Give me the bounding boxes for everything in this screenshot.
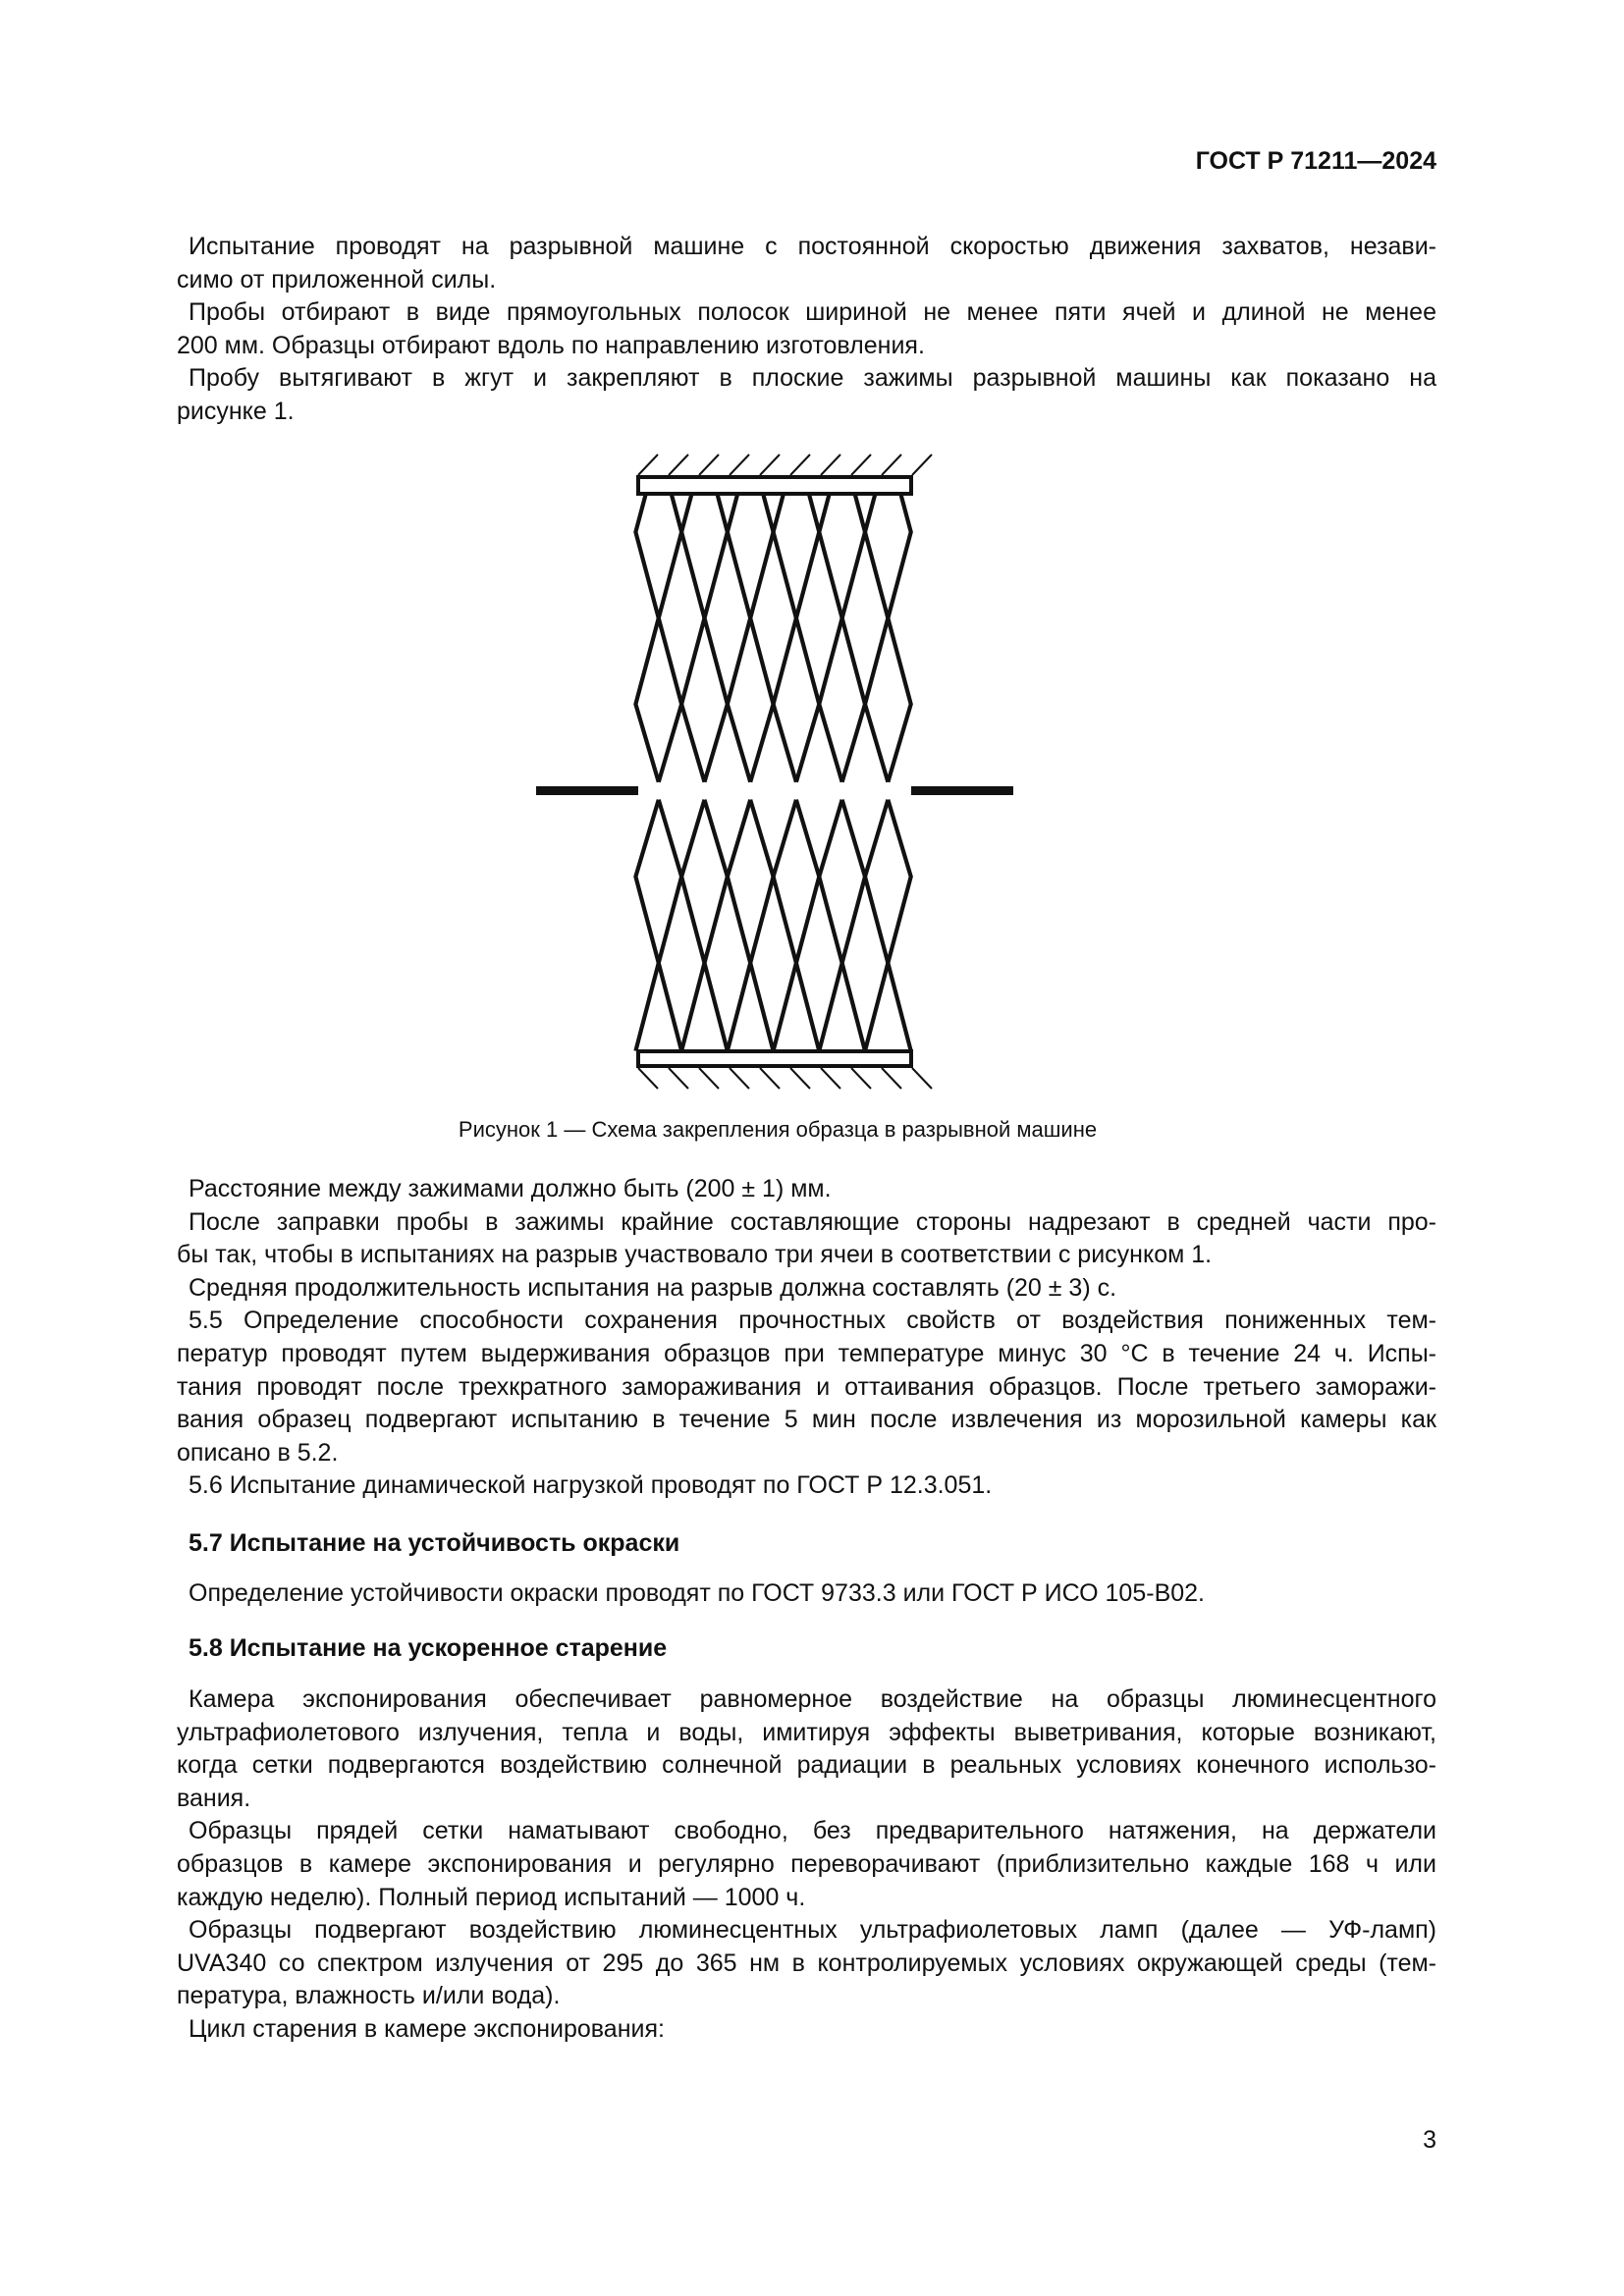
top-clamp-hatch	[760, 454, 780, 475]
top-clamp-hatch	[821, 454, 840, 475]
bottom-clamp-hatch	[912, 1068, 932, 1089]
top-clamp-hatch	[699, 454, 719, 475]
text-line: образцов в камере экспонирования и регулярно переворачивают (приблизительно каждые 168 ч или	[177, 1849, 1436, 1878]
text-line: Цикл старения в камере экспонирования:	[189, 2014, 665, 2043]
paragraph	[177, 1469, 1436, 1503]
section-5-7-text	[177, 1577, 1436, 1611]
right-cut-marker	[911, 786, 1013, 795]
text-line: бы так, чтобы в испытаниях на разрыв участвовало три ячеи в соответствии с рисунком 1.	[177, 1241, 1213, 1269]
bottom-clamp-hatch	[638, 1068, 658, 1089]
text-line: тания проводят после трехкратного замораживания и оттаивания образцов. После третьего заморажи-	[177, 1372, 1436, 1401]
mesh-strand	[659, 800, 681, 1051]
bottom-clamp-hatch	[730, 1068, 749, 1089]
mesh-strand	[728, 800, 750, 1051]
section-5-8-heading: 5.8 Испытание на ускоренное старение	[189, 1634, 668, 1662]
text-line: пература, влажность и/или вода).	[177, 1982, 561, 2010]
text-line: Средняя продолжительность испытания на разрыв должна составлять (20 ± 3) с.	[189, 1273, 1117, 1302]
figure-caption: Рисунок 1 — Схема закрепления образца в разрывной машине	[458, 1117, 1098, 1142]
mesh-strand	[763, 495, 796, 782]
left-cut-marker	[536, 786, 638, 795]
text-line: Пробу вытягивают в жгут и закрепляют в плоские зажимы разрывной машины как показано на	[189, 364, 1436, 393]
paragraph	[177, 1305, 1436, 1469]
bottom-clamp	[638, 1051, 911, 1066]
mesh-strand	[842, 495, 876, 782]
text-line: вания образец подвергают испытанию в течение 5 мин после извлечения из морозильной камеры как	[177, 1406, 1436, 1434]
top-clamp-hatch	[882, 454, 901, 475]
mesh-strand	[819, 800, 841, 1051]
text-line: Камера экспонирования обеспечивает равномерное воздействие на образцы люминесцентного	[189, 1685, 1436, 1713]
text-line: Пробы отбирают в виде прямоугольных полосок шириной не менее пяти ячей и длиной не менее	[189, 298, 1436, 327]
paragraph	[177, 1272, 1436, 1306]
text-line: Образцы прядей сетки наматывают свободно, без предварительного натяжения, на держатели	[189, 1817, 1436, 1845]
paragraph	[177, 1914, 1436, 2013]
mesh-strand	[718, 495, 751, 782]
bottom-clamp-hatch	[882, 1068, 901, 1089]
paragraph	[177, 1173, 1436, 1206]
top-clamp-hatch	[790, 454, 810, 475]
mesh-strand	[750, 800, 773, 1051]
mesh-strand	[809, 495, 842, 782]
mesh-strand	[888, 800, 910, 1051]
bottom-clamp-hatch	[821, 1068, 840, 1089]
mesh-strand	[842, 800, 865, 1051]
text-line: Определение устойчивости окраски проводят по ГОСТ 9733.3 или ГОСТ Р ИСО 105-В02.	[189, 1579, 1205, 1607]
figure-1-specimen-clamping-diagram	[0, 0, 1624, 1119]
text-line: ультрафиолетового излучения, тепла и воды, имитируя эффекты выветривания, которые возникают,	[177, 1718, 1436, 1746]
mesh-strand	[750, 495, 784, 782]
mesh-strand	[681, 800, 704, 1051]
mesh-strand	[865, 800, 888, 1051]
mesh-strand	[704, 495, 737, 782]
text-line: каждую неделю). Полный период испытаний — 1000 ч.	[177, 1883, 806, 1911]
bottom-clamp-hatch	[699, 1068, 719, 1089]
paragraph	[177, 1815, 1436, 1914]
text-line: вания.	[177, 1784, 251, 1812]
text-line: рисунке 1.	[177, 397, 295, 425]
mesh-strand	[659, 495, 692, 782]
section-5-8-text	[177, 1683, 1436, 2047]
top-clamp-hatch	[912, 454, 932, 475]
text-line: 5.5 Определение способности сохранения прочностных свойств от воздействия пониженных тем-	[189, 1307, 1436, 1335]
section-5-7-heading: 5.7 Испытание на устойчивость окраски	[189, 1529, 680, 1557]
paragraph	[177, 1206, 1436, 1272]
text-line: Испытание проводят на разрывной машине с постоянной скоростью движения захватов, незави-	[189, 233, 1436, 260]
bottom-clamp-hatch	[790, 1068, 810, 1089]
text-line: ператур проводят путем выдерживания образцов при температуре минус 30 °С в течение 24 ч. Испы-	[177, 1339, 1436, 1367]
text-line: 200 мм. Образцы отбирают вдоль по направлению изготовления.	[177, 331, 925, 359]
top-clamp-hatch	[851, 454, 871, 475]
top-clamp-hatch	[638, 454, 658, 475]
text-line: когда сетки подвергаются воздействию солнечной радиации в реальных условиях конечного использо-	[177, 1751, 1436, 1780]
text-line: описано в 5.2.	[177, 1438, 339, 1467]
top-clamp-hatch	[669, 454, 688, 475]
paragraph	[177, 2013, 1436, 2047]
text-line: Расстояние между зажимами должно быть (200 ± 1) мм.	[189, 1175, 832, 1202]
mesh-strand	[635, 495, 658, 782]
text-line: После заправки пробы в зажимы крайние составляющие стороны надрезают в средней части про-	[189, 1207, 1436, 1236]
text-line: Образцы подвергают воздействию люминесцентных ультрафиолетовых ламп (далее — УФ-ламп)	[189, 1916, 1436, 1945]
top-clamp	[638, 477, 911, 494]
text-line: симо от приложенной силы.	[177, 265, 497, 294]
mesh-strand	[774, 800, 796, 1051]
mesh-strand	[635, 800, 658, 1051]
document-header: ГОСТ Р 71211—2024	[1195, 147, 1436, 175]
mesh-strand	[672, 495, 705, 782]
bottom-clamp-hatch	[851, 1068, 871, 1089]
mesh-strand	[704, 800, 727, 1051]
page-number: 3	[1423, 2126, 1436, 2154]
mesh-strand	[796, 495, 830, 782]
mesh-strand	[888, 495, 910, 782]
paragraph	[177, 1577, 1436, 1611]
paragraph	[177, 1683, 1436, 1815]
bottom-clamp-hatch	[669, 1068, 688, 1089]
text-line: UVA340 со спектром излучения от 295 до 365 нм в контролируемых условиях окружающей среды (тем-	[177, 1949, 1436, 1977]
text-line: 5.6 Испытание динамической нагрузкой проводят по ГОСТ Р 12.3.051.	[189, 1471, 993, 1500]
top-clamp-hatch	[730, 454, 749, 475]
test-conditions-text	[177, 1173, 1436, 1503]
bottom-clamp-hatch	[760, 1068, 780, 1089]
mesh-strand	[855, 495, 889, 782]
mesh-strand	[796, 800, 819, 1051]
